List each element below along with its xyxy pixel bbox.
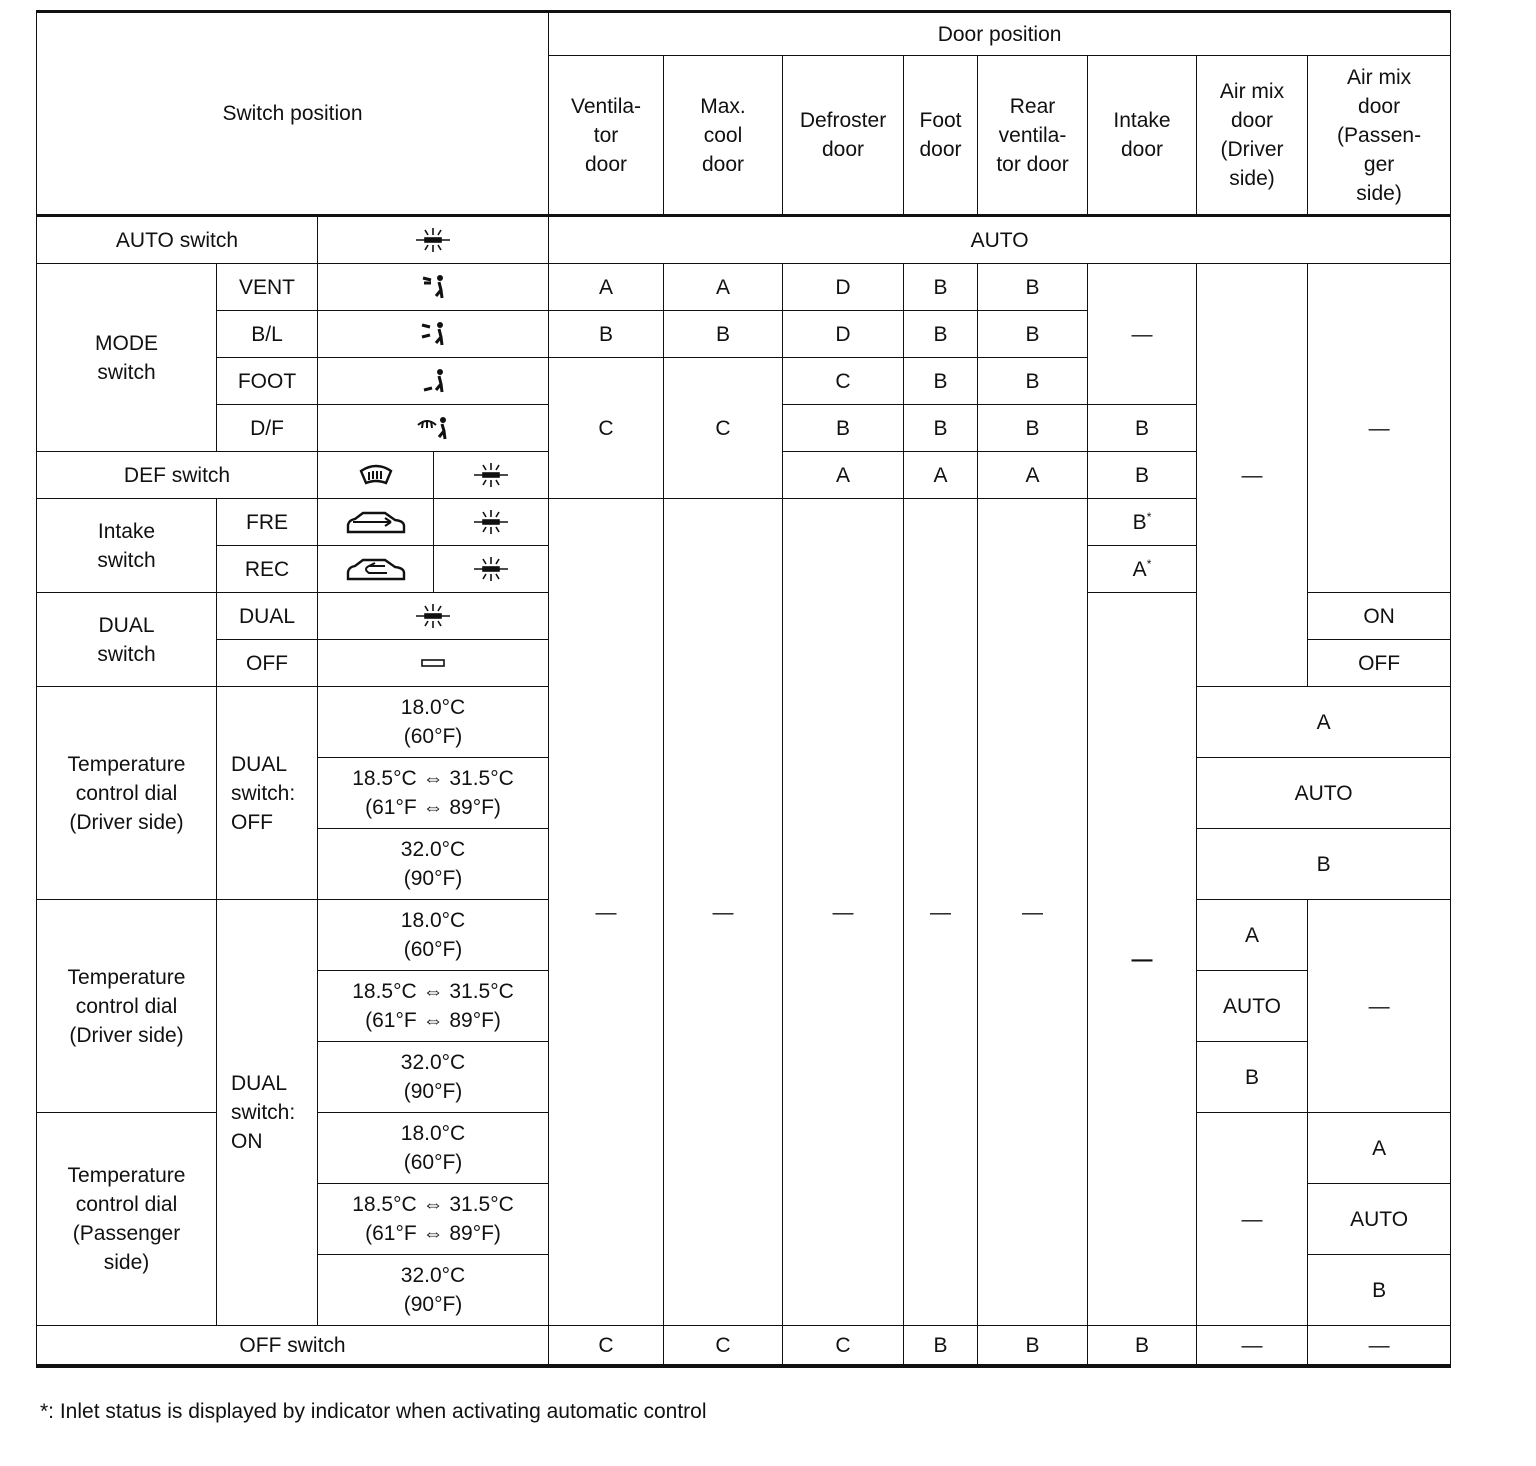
offsw-foot: B [904, 1326, 978, 1367]
df-rear: B [978, 405, 1088, 452]
bilevel-mode-icon [318, 311, 549, 358]
mode-switch-label: MODE switch [37, 264, 217, 452]
foot-mode-icon [318, 358, 549, 405]
offsw-max-cool: C [664, 1326, 783, 1367]
def-rear: A [978, 452, 1088, 499]
driver-airmix-dash-lower: — [1197, 1113, 1308, 1326]
dual-airmix-passenger: ON [1308, 593, 1451, 640]
vent-ventilator: A [549, 264, 664, 311]
dual-switch-label: DUAL switch [37, 593, 217, 687]
temp-32-cell: 32.0°C (90°F) [318, 1255, 549, 1326]
offsw-ventilator: C [549, 1326, 664, 1367]
vent-max-cool: A [664, 264, 783, 311]
dual-dual-label: DUAL [217, 593, 318, 640]
passenger-airmix-b: B [1308, 1255, 1451, 1326]
door-position-table-container [36, 10, 1450, 1368]
foot-df-def-ventilator: C [549, 358, 664, 499]
indicator-lit-icon [434, 452, 549, 499]
temp-range-cell: 18.5°C ⇔ 31.5°C (61°F ⇔ 89°F) [318, 1184, 549, 1255]
header-air-mix-passenger: Air mix door (Passen- ger side) [1308, 56, 1451, 216]
driver-airmix-a: A [1197, 900, 1308, 971]
passenger-airmix-auto: AUTO [1308, 1184, 1451, 1255]
foot-rear: B [978, 358, 1088, 405]
indicator-off-icon [318, 640, 549, 687]
airmix-driver-dash-top: — [1197, 264, 1308, 687]
def-foot: A [904, 452, 978, 499]
intake-dash-lower: — [1088, 593, 1197, 1326]
passenger-airmix-a: A [1308, 1113, 1451, 1184]
foot-df-def-max-cool: C [664, 358, 783, 499]
temp-range-cell: 18.5°C ⇔ 31.5°C (61°F ⇔ 89°F) [318, 758, 549, 829]
rec-intake: A* [1088, 546, 1197, 593]
temp-driver-label-off: Temperature control dial (Driver side) [37, 687, 217, 900]
intake-switch-label: Intake switch [37, 499, 217, 593]
header-max-cool-door: Max. cool door [664, 56, 783, 216]
mode-intake-dash: — [1088, 264, 1197, 405]
recirculation-icon [318, 546, 434, 593]
door-position-header: Door position [549, 12, 1451, 56]
df-intake: B [1088, 405, 1197, 452]
temp-passenger-label: Temperature control dial (Passenger side) [37, 1113, 217, 1326]
indicator-lit-icon [434, 546, 549, 593]
airmix-both-a: A [1197, 687, 1451, 758]
dual-on-label-cell: DUAL switch: ON [217, 900, 318, 1326]
temp-driver-label-on: Temperature control dial (Driver side) [37, 900, 217, 1113]
footnote: *: Inlet status is displayed by indicator when activating automatic control [40, 1400, 707, 1423]
header-foot-door: Foot door [904, 56, 978, 216]
intake-fre-label: FRE [217, 499, 318, 546]
vent-rear: B [978, 264, 1088, 311]
temp-18-cell: 18.0°C (60°F) [318, 1113, 549, 1184]
switch-position-header: Switch position [37, 12, 549, 216]
rear-dash: — [978, 499, 1088, 1326]
defrost-foot-mode-icon [318, 405, 549, 452]
vent-defroster: D [783, 264, 904, 311]
vent-mode-icon [318, 264, 549, 311]
mode-foot-label: FOOT [217, 358, 318, 405]
intake-rec-label: REC [217, 546, 318, 593]
bl-foot: B [904, 311, 978, 358]
foot-dash: — [904, 499, 978, 1326]
dual-off-label-cell: DUAL switch: OFF [217, 687, 318, 900]
def-defroster: A [783, 452, 904, 499]
fresh-air-icon [318, 499, 434, 546]
temp-range-cell: 18.5°C ⇔ 31.5°C (61°F ⇔ 89°F) [318, 971, 549, 1042]
indicator-lit-icon [318, 216, 549, 264]
indicator-lit-icon [434, 499, 549, 546]
driver-airmix-b: B [1197, 1042, 1308, 1113]
bl-max-cool: B [664, 311, 783, 358]
fre-intake: B* [1088, 499, 1197, 546]
off-switch-label: OFF switch [37, 1326, 549, 1367]
bl-defroster: D [783, 311, 904, 358]
ventilator-dash: — [549, 499, 664, 1326]
door-position-table [36, 10, 1451, 1368]
def-switch-label: DEF switch [37, 452, 318, 499]
max-cool-dash: — [664, 499, 783, 1326]
airmix-both-b: B [1197, 829, 1451, 900]
defroster-icon [318, 452, 434, 499]
header-defroster-door: Defroster door [783, 56, 904, 216]
dual-off-label: OFF [217, 640, 318, 687]
offsw-defroster: C [783, 1326, 904, 1367]
airmix-both-auto: AUTO [1197, 758, 1451, 829]
offsw-airmix-driver: — [1197, 1326, 1308, 1367]
bl-ventilator: B [549, 311, 664, 358]
temp-18-cell: 18.0°C (60°F) [318, 900, 549, 971]
offsw-rear: B [978, 1326, 1088, 1367]
mode-df-label: D/F [217, 405, 318, 452]
df-defroster: B [783, 405, 904, 452]
offsw-intake: B [1088, 1326, 1197, 1367]
header-rear-ventilator-door: Rear ventila- tor door [978, 56, 1088, 216]
driver-airmix-auto: AUTO [1197, 971, 1308, 1042]
bl-rear: B [978, 311, 1088, 358]
temp-18-cell: 18.0°C (60°F) [318, 687, 549, 758]
indicator-lit-icon [318, 593, 549, 640]
offsw-airmix-passenger: — [1308, 1326, 1451, 1367]
mode-bl-label: B/L [217, 311, 318, 358]
foot-foot: B [904, 358, 978, 405]
vent-foot: B [904, 264, 978, 311]
mode-vent-label: VENT [217, 264, 318, 311]
airmix-passenger-dash-top: — [1308, 264, 1451, 593]
off-airmix-passenger: OFF [1308, 640, 1451, 687]
df-foot: B [904, 405, 978, 452]
temp-32-cell: 32.0°C (90°F) [318, 1042, 549, 1113]
header-air-mix-driver: Air mix door (Driver side) [1197, 56, 1308, 216]
temp-32-cell: 32.0°C (90°F) [318, 829, 549, 900]
header-ventilator-door: Ventila- tor door [549, 56, 664, 216]
auto-all-doors: AUTO [549, 216, 1451, 264]
passenger-airmix-dash: — [1308, 900, 1451, 1113]
defroster-dash: — [783, 499, 904, 1326]
auto-switch-label: AUTO switch [37, 216, 318, 264]
foot-defroster: C [783, 358, 904, 405]
def-intake: B [1088, 452, 1197, 499]
header-intake-door: Intake door [1088, 56, 1197, 216]
